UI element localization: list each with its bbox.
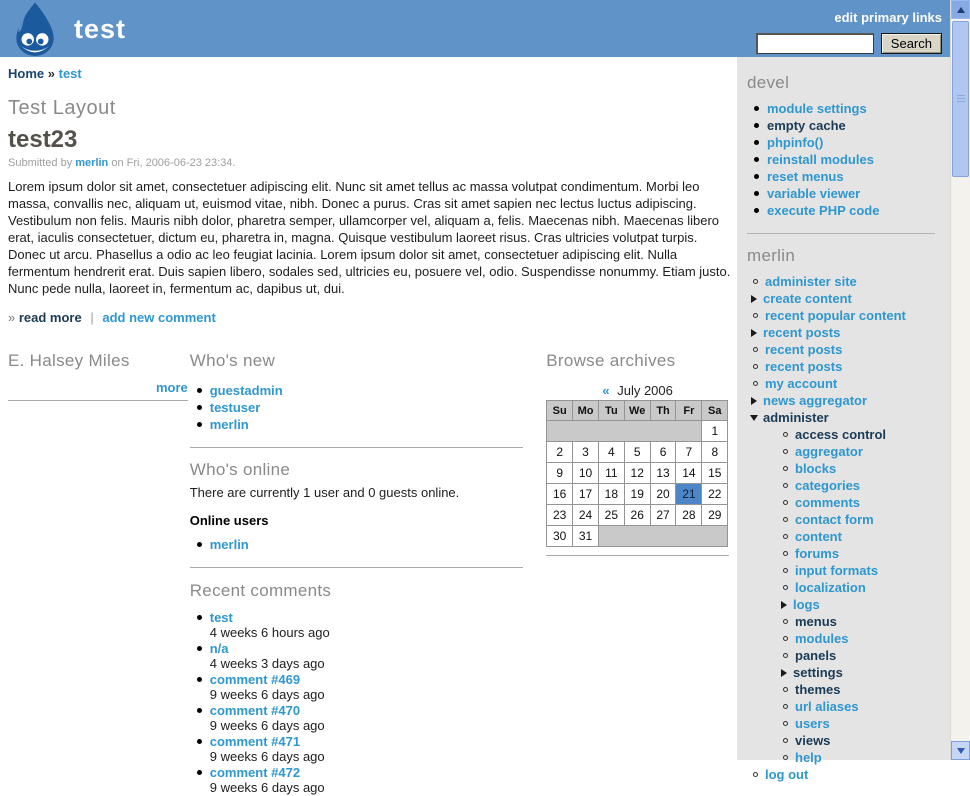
recent-comment-head [190,703,524,718]
merlin-menu [747,273,940,783]
calendar-weekday-fr: Fr [676,401,702,421]
sidebar-item-recent-posts [747,358,940,375]
disc-bullet-icon [197,422,202,427]
comment-link-comment-471[interactable]: comment #471 [209,734,301,749]
post-body: Lorem ipsum dolor sit amet, consectetuer adipiscing elit. Nunc sit amet tellus ac massa volutpat condimentum. Morbi leo massa, convallis nec, aliquam ut, euismod vitae, nibh. Donec a purus. Cras sit amet sapien nec lectus luctus adipiscing. Vestibulum non felis. Mauris nibh dolor, pharetra semper, ullamcorper vel, aliquam a, felis. Maecenas nibh. Maecenas libero erat, iaculis consectetuer, dictum eu, pharetra in, magna. Quisque vestibulum laoreet risus. Cras ultricies volutpat turpis. Donec ut arcu. Phasellus a odio ac leo feugiat lacinia. Lorem ipsum dolor sit amet, consectetuer adipiscing elit. Nulla fermentum hendrerit erat. Duis sapien libero, sodales sed, ultricies eu, posuere vel, odio. Suspendisse nonummy. Etiam justo. Nunc pede nulla, laoreet in, fermentum ac, dapibus ut, dui. [8,179,731,296]
link-module-settings[interactable]: module settings [767,101,867,116]
arrow-down-icon [957,748,965,754]
calendar-day-3[interactable]: 3 [573,442,599,463]
link-views[interactable]: views [795,733,831,748]
whos-new-list [190,382,524,433]
arrow-up-icon [957,7,965,13]
sidebar-item-aggregator [747,443,940,460]
sidebar-item-administer [747,409,940,426]
middle-column [190,351,524,796]
edit-primary-links-link[interactable]: edit primary links [834,10,942,25]
sidebar-item-settings [747,664,940,681]
calendar-day-15[interactable]: 15 [702,463,728,484]
link-input-formats[interactable]: input formats [795,563,879,578]
scroll-down-button[interactable] [951,741,970,760]
thumb-grip-icon [957,95,965,103]
comment-link-n-a[interactable]: n/a [209,641,229,656]
circle-bullet-icon [783,721,788,726]
sidebar-item-blocks [747,460,940,477]
sidebar-item-input-formats [747,562,940,579]
divider [190,567,524,568]
link-news-aggregator[interactable]: news aggregator [763,393,868,408]
recent-comment-head [190,610,524,625]
calendar-day-27[interactable]: 27 [650,505,676,526]
whos-new-user-merlin[interactable]: merlin [209,417,249,432]
link-recent-posts[interactable]: recent posts [765,359,843,374]
sidebar-item-news-aggregator [747,392,940,409]
disc-bullet-icon [197,405,202,410]
sidebar-item-forums [747,545,940,562]
calendar-day-14[interactable]: 14 [676,463,702,484]
sidebar-item-menus [747,613,940,630]
disc-bullet-icon [197,646,202,651]
search-button[interactable]: Search [881,33,942,54]
link-url-aliases[interactable]: url aliases [795,699,859,714]
list-item [190,416,524,433]
circle-bullet-icon [783,568,788,573]
breadcrumb-home-link[interactable]: Home [8,66,45,81]
circle-bullet-icon [783,755,788,760]
calendar-day-11[interactable]: 11 [598,463,624,484]
calendar-day-12[interactable]: 12 [624,463,650,484]
collapsed-arrow-icon[interactable] [781,669,787,677]
site-header [0,0,950,57]
archive-block [546,351,729,796]
calendar-day-25[interactable]: 25 [598,505,624,526]
link-phpinfo[interactable]: phpinfo() [767,135,824,150]
comment-timestamp: 9 weeks 6 days ago [209,780,325,795]
disc-bullet-icon [754,174,759,179]
read-more-link[interactable]: read more [18,310,82,325]
calendar-day-24[interactable]: 24 [573,505,599,526]
circle-bullet-icon [753,347,758,352]
calendar-day-13[interactable]: 13 [650,463,676,484]
disc-bullet-icon [754,157,759,162]
link-menus[interactable]: menus [795,614,837,629]
calendar-weekday-we: We [624,401,650,421]
breadcrumb-current-link[interactable]: test [58,66,82,81]
circle-bullet-icon [783,500,788,505]
recent-comment-item [190,765,524,795]
calendar-day-22[interactable]: 22 [702,484,728,505]
sidebar-item-create-content [747,290,940,307]
sidebar-item-views [747,732,940,749]
archive-calendar [546,400,728,547]
circle-bullet-icon [753,772,758,777]
right-sidebar [737,57,950,782]
main-content [0,57,737,795]
calendar-day-31[interactable]: 31 [573,526,599,547]
online-user-merlin[interactable]: merlin [209,537,249,552]
sidebar-item-modules [747,630,940,647]
circle-bullet-icon [753,381,758,386]
link-panels[interactable]: panels [795,648,837,663]
whos-new-user-guestadmin[interactable]: guestadmin [209,383,283,398]
link-create-content[interactable]: create content [763,291,852,306]
search-input[interactable] [756,33,874,54]
link-access-control[interactable]: access control [795,427,887,442]
link-themes[interactable]: themes [795,682,841,697]
link-content[interactable]: content [795,529,842,544]
recent-comment-head [190,765,524,780]
recent-comment-head [190,734,524,749]
comment-link-comment-472[interactable]: comment #472 [209,765,301,780]
sidebar-item-themes [747,681,940,698]
link-logs[interactable]: logs [793,597,820,612]
sidebar-item-recent-popular-content [747,307,940,324]
circle-bullet-icon [783,585,788,590]
author-link[interactable]: merlin [75,157,109,169]
link-users[interactable]: users [795,716,830,731]
circle-bullet-icon [783,653,788,658]
sidebar-item-content [747,528,940,545]
calendar-day-6[interactable]: 6 [650,442,676,463]
add-new-comment-link[interactable]: add new comment [102,310,216,325]
comment-timestamp: 9 weeks 6 days ago [209,718,325,733]
link-recent-posts[interactable]: recent posts [765,342,843,357]
link-log-out[interactable]: log out [765,767,809,782]
link-localization[interactable]: localization [795,580,866,595]
sidebar-item-my-account [747,375,940,392]
scroll-up-button[interactable] [951,0,970,19]
link-separator: | [90,310,94,325]
sidebar-item-contact-form [747,511,940,528]
sidebar-item-comments [747,494,940,511]
calendar-weekday-tu: Tu [598,401,624,421]
list-item [190,536,524,553]
sidebar-item-empty-cache [747,117,940,134]
sidebar-item-variable-viewer [747,185,940,202]
more-link[interactable]: more [155,380,188,395]
breadcrumb [8,66,729,81]
whos-new-title: Who's new [189,351,276,370]
circle-bullet-icon [783,619,788,624]
sidebar-item-administer-site [747,273,940,290]
calendar-day-5[interactable]: 5 [624,442,650,463]
content-layout [0,57,950,795]
recent-comment-item [190,734,524,764]
sidebar-item-url-aliases [747,698,940,715]
link-administer[interactable]: administer [763,410,829,425]
calendar-month-label: July 2006 [617,383,673,398]
logo-wrap [8,1,126,57]
whos-online-status: There are currently 1 user and 0 guests online. [189,485,460,500]
link-contact-form[interactable]: contact form [795,512,874,527]
calendar-weekday-sa: Sa [702,401,728,421]
divider [190,447,524,448]
calendar-weekday-su: Su [547,401,573,421]
sidebar-item-recent-posts [747,324,940,341]
collapsed-arrow-icon[interactable] [751,397,757,405]
circle-bullet-icon [753,313,758,318]
comment-link-test[interactable]: test [209,610,233,625]
author-block [8,351,188,796]
comment-timestamp: 4 weeks 6 hours ago [209,625,330,640]
calendar-day-23[interactable]: 23 [547,505,573,526]
collapsed-arrow-icon[interactable] [751,329,757,337]
disc-bullet-icon [197,708,202,713]
disc-bullet-icon [197,615,202,620]
circle-bullet-icon [783,687,788,692]
site-name[interactable]: test [74,13,127,44]
sidebar-item-help [747,749,940,766]
link-aggregator[interactable]: aggregator [795,444,863,459]
divider [8,400,188,401]
sidebar-item-recent-posts [747,341,940,358]
author-block-title: E. Halsey Miles [8,351,130,370]
recent-comment-item [190,641,524,671]
disc-bullet-icon [197,542,202,547]
calendar-empty-cell [598,526,727,547]
submitted-line [8,157,729,169]
link-execute-php-code[interactable]: execute PHP code [767,203,880,218]
link-comments[interactable]: comments [795,495,861,510]
post-links [8,310,729,325]
circle-bullet-icon [783,534,788,539]
calendar-day-9[interactable]: 9 [547,463,573,484]
calendar-day-1[interactable]: 1 [702,421,728,442]
circle-bullet-icon [783,738,788,743]
online-users-subtitle: Online users [189,513,269,528]
read-more-marker: » [8,310,16,325]
calendar-day-8[interactable]: 8 [702,442,728,463]
link-reinstall-modules[interactable]: reinstall modules [767,152,874,167]
calendar-day-4[interactable]: 4 [598,442,624,463]
circle-bullet-icon [783,483,788,488]
sidebar-item-logs [747,596,940,613]
collapsed-arrow-icon[interactable] [751,295,757,303]
recent-comments-title: Recent comments [189,581,332,600]
link-reset-menus[interactable]: reset menus [767,169,844,184]
calendar-day-30[interactable]: 30 [547,526,573,547]
disc-bullet-icon [197,388,202,393]
disc-bullet-icon [197,770,202,775]
circle-bullet-icon [753,364,758,369]
circle-bullet-icon [783,449,788,454]
disc-bullet-icon [754,208,759,213]
recent-comments-list [190,610,524,795]
calendar-empty-cell [547,421,702,442]
expanded-arrow-icon[interactable] [750,415,758,421]
circle-bullet-icon [783,636,788,641]
circle-bullet-icon [753,279,758,284]
submitted-suffix: on Fri, 2006-06-23 23:34. [111,157,236,169]
link-forums[interactable]: forums [795,546,840,561]
link-blocks[interactable]: blocks [795,461,837,476]
disc-bullet-icon [754,123,759,128]
recent-comment-head [190,641,524,656]
calendar-day-10[interactable]: 10 [573,463,599,484]
comment-link-comment-470[interactable]: comment #470 [209,703,301,718]
sidebar-item-execute-php-code [747,202,940,219]
link-categories[interactable]: categories [795,478,861,493]
submitted-prefix: Submitted by [8,157,73,169]
disc-bullet-icon [754,140,759,145]
link-recent-posts[interactable]: recent posts [763,325,841,340]
collapsed-arrow-icon[interactable] [781,601,787,609]
scrollbar-track[interactable] [951,19,970,741]
link-help[interactable]: help [795,750,822,765]
comment-timestamp: 9 weeks 6 days ago [209,749,325,764]
sidebar-item-log-out [747,766,940,783]
sidebar-item-users [747,715,940,732]
devel-block-title: devel [747,73,790,92]
calendar-day-26[interactable]: 26 [624,505,650,526]
sidebar-item-access-control [747,426,940,443]
calendar-weekday-th: Th [650,401,676,421]
lower-columns [8,351,729,796]
calendar-day-20[interactable]: 20 [650,484,676,505]
list-item [190,382,524,399]
link-my-account[interactable]: my account [765,376,838,391]
link-variable-viewer[interactable]: variable viewer [767,186,861,201]
calendar-day-29[interactable]: 29 [702,505,728,526]
scrollbar-thumb[interactable] [952,21,969,177]
calendar-day-2[interactable]: 2 [547,442,573,463]
search-form [756,33,942,54]
devel-menu [747,100,940,219]
calendar-day-21[interactable]: 21 [676,484,702,505]
calendar-prev-link[interactable]: « [602,383,610,398]
header-right [756,9,942,54]
link-recent-popular-content[interactable]: recent popular content [765,308,906,323]
breadcrumb-separator: » [47,66,55,81]
disc-bullet-icon [197,677,202,682]
sidebar-item-panels [747,647,940,664]
calendar-day-19[interactable]: 19 [624,484,650,505]
circle-bullet-icon [783,466,788,471]
circle-bullet-icon [783,704,788,709]
sidebar-item-reinstall-modules [747,151,940,168]
merlin-block-title: merlin [747,246,796,265]
calendar-weekday-mo: Mo [573,401,599,421]
recent-comment-item [190,672,524,702]
link-modules[interactable]: modules [795,631,849,646]
online-users-list [190,536,524,553]
druplicon-logo[interactable] [8,1,62,57]
link-empty-cache[interactable]: empty cache [767,118,846,133]
disc-bullet-icon [754,106,759,111]
merlin-block [747,246,940,783]
divider [546,555,729,556]
recent-comment-head [190,672,524,687]
devel-block [747,73,940,219]
link-settings[interactable]: settings [793,665,843,680]
vertical-scrollbar[interactable] [950,0,970,760]
circle-bullet-icon [783,551,788,556]
sidebar-item-categories [747,477,940,494]
whos-online-title: Who's online [189,460,291,479]
link-administer-site[interactable]: administer site [765,274,857,289]
comment-timestamp: 4 weeks 3 days ago [209,656,325,671]
whos-new-user-testuser[interactable]: testuser [209,400,261,415]
calendar-day-17[interactable]: 17 [573,484,599,505]
calendar-day-16[interactable]: 16 [547,484,573,505]
sidebar-item-module-settings [747,100,940,117]
disc-bullet-icon [197,739,202,744]
recent-comment-item [190,610,524,640]
sidebar-item-localization [747,579,940,596]
comment-timestamp: 9 weeks 6 days ago [209,687,325,702]
circle-bullet-icon [783,517,788,522]
browse-archives-title: Browse archives [546,351,676,370]
page-title: Test Layout [8,97,116,119]
sidebar-item-phpinfo [747,134,940,151]
circle-bullet-icon [783,432,788,437]
recent-comment-item [190,703,524,733]
comment-link-comment-469[interactable]: comment #469 [209,672,301,687]
calendar-caption [546,383,729,398]
list-item [190,399,524,416]
sidebar-item-reset-menus [747,168,940,185]
calendar-day-28[interactable]: 28 [676,505,702,526]
calendar-day-18[interactable]: 18 [598,484,624,505]
disc-bullet-icon [754,191,759,196]
post-title: test23 [8,126,78,153]
calendar-day-7[interactable]: 7 [676,442,702,463]
sidebar-divider [747,233,935,234]
